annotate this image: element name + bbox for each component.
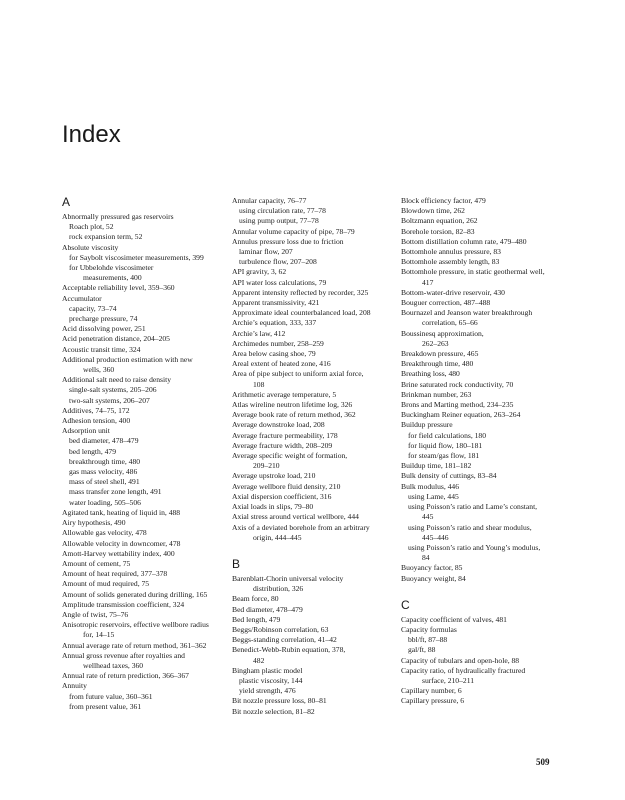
index-subentry: plastic viscosity, 144 bbox=[239, 675, 303, 685]
section-letter: A bbox=[62, 195, 71, 209]
index-entry: Average book rate of return method, 362 bbox=[232, 410, 356, 420]
index-subentry: 262–263 bbox=[422, 338, 449, 348]
index-entry: Annular capacity, 76–77 bbox=[232, 196, 307, 205]
index-entry: Average wellbore fluid density, 210 bbox=[232, 481, 341, 491]
index-subentry: from future value, 360–361 bbox=[69, 691, 153, 701]
section-letter: C bbox=[401, 597, 410, 612]
index-entry: API gravity, 3, 62 bbox=[232, 267, 287, 277]
index-entry: Bed length, 479 bbox=[232, 614, 281, 624]
index-entry: Brine saturated rock conductivity, 70 bbox=[401, 379, 514, 389]
index-entry: Allowable gas velocity, 478 bbox=[62, 528, 147, 538]
index-entry: Bulk modulus, 446 bbox=[401, 481, 460, 491]
index-subentry: using Lame, 445 bbox=[408, 491, 459, 501]
index-entry: Acid penetration distance, 204–205 bbox=[62, 334, 170, 344]
index-entry: Bit nozzle selection, 81–82 bbox=[232, 706, 315, 716]
index-entry: Approximate ideal counterbalanced load, 208 bbox=[232, 308, 371, 318]
index-entry: Area below casing shoe, 79 bbox=[232, 349, 316, 359]
index-entry: Boltzmann equation, 262 bbox=[401, 216, 478, 226]
index-subentry: gal/ft, 88 bbox=[408, 645, 436, 655]
index-entry: Archie’s equation, 333, 337 bbox=[232, 318, 317, 328]
index-entry: Accumulator bbox=[62, 293, 102, 303]
index-entry: Buoyancy factor, 85 bbox=[401, 563, 463, 573]
index-entry: Beam force, 80 bbox=[232, 594, 279, 604]
index-entry: Borehole torsion, 82–83 bbox=[401, 226, 475, 236]
index-entry: Bouguer correction, 487–488 bbox=[401, 298, 491, 308]
index-entry: Blowdown time, 262 bbox=[401, 206, 465, 216]
index-entry: Average downstroke load, 208 bbox=[232, 420, 325, 430]
index-entry: Barenblatt-Chorin universal velocity bbox=[232, 573, 344, 583]
index-subentry: turbulence flow, 207–208 bbox=[239, 257, 317, 267]
index-subentry: using circulation rate, 77–78 bbox=[239, 206, 326, 216]
index-subentry: 417 bbox=[422, 277, 434, 287]
index-entry: Annulus pressure loss due to friction bbox=[232, 236, 344, 246]
index-entry: Breakthrough time, 480 bbox=[401, 359, 474, 369]
index-entry: Buildup pressure bbox=[401, 420, 453, 430]
index-entry: Amount of cement, 75 bbox=[62, 558, 131, 568]
index-subentry: distribution, 326 bbox=[253, 584, 304, 594]
index-column-3 bbox=[401, 196, 573, 707]
index-subentry: wellhead taxes, 360 bbox=[83, 660, 144, 670]
index-subentry: 209–210 bbox=[253, 461, 280, 471]
index-subentry: bbl/ft, 87–88 bbox=[408, 635, 448, 645]
index-entry: Buckingham Reiner equation, 263–264 bbox=[401, 410, 521, 420]
index-entry: Apparent intensity reflected by recorder, 325 bbox=[232, 287, 369, 297]
index-subentry: rock expansion term, 52 bbox=[69, 232, 143, 242]
index-entry: API water loss calculations, 79 bbox=[232, 277, 327, 287]
index-entry: Agitated tank, heating of liquid in, 488 bbox=[62, 507, 181, 517]
index-entry: Amount of solids generated during drilling, 165 bbox=[62, 589, 208, 599]
index-entry: Amount of heat required, 377–378 bbox=[62, 569, 168, 579]
index-subentry: 445 bbox=[422, 512, 434, 522]
index-entry: Average fracture permeability, 178 bbox=[232, 430, 338, 440]
index-subentry: laminar flow, 207 bbox=[239, 247, 293, 257]
index-entry: Bournazel and Jeanson water breakthrough bbox=[401, 308, 533, 318]
index-entry: Axis of a deviated borehole from an arbitrary bbox=[232, 522, 370, 532]
index-entry: Capacity coefficient of valves, 481 bbox=[401, 614, 507, 624]
index-subentry: using Poisson’s ratio and Young’s modulus, bbox=[408, 542, 541, 552]
index-subentry: 445–446 bbox=[422, 532, 449, 542]
index-subentry: measurements, 400 bbox=[83, 273, 142, 283]
index-subentry: for liquid flow, 180–181 bbox=[408, 440, 483, 450]
index-entry: Capacity formulas bbox=[401, 624, 457, 634]
index-entry: Capillary pressure, 6 bbox=[401, 696, 465, 706]
section-letter: B bbox=[232, 556, 241, 571]
index-entry: Anisotropic reservoirs, effective wellbore radius bbox=[62, 620, 209, 630]
index-entry: Buoyancy weight, 84 bbox=[401, 573, 466, 583]
index-subentry: bed length, 479 bbox=[69, 446, 117, 456]
index-entry: Bed diameter, 478–479 bbox=[232, 604, 303, 614]
index-subentry: capacity, 73–74 bbox=[69, 303, 117, 313]
index-entry: Annual average rate of return method, 361–362 bbox=[62, 640, 207, 650]
index-subentry: Roach plot, 52 bbox=[69, 222, 114, 232]
index-subentry: bed diameter, 478–479 bbox=[69, 436, 139, 446]
index-entry: Beggs/Robinson correlation, 63 bbox=[232, 624, 329, 634]
index-subentry: for Ubbelohde viscosimeter bbox=[69, 263, 154, 273]
index-subentry: yield strength, 476 bbox=[239, 686, 296, 696]
index-subentry: origin, 444–445 bbox=[253, 532, 302, 542]
index-subentry: breakthrough time, 480 bbox=[69, 456, 141, 466]
index-entry: Average specific weight of formation, bbox=[232, 451, 348, 461]
index-column-1 bbox=[62, 196, 234, 712]
index-subentry: wells, 360 bbox=[83, 365, 115, 375]
index-entry: Additives, 74–75, 172 bbox=[62, 405, 130, 415]
index-entry: Bottomhole assembly length, 83 bbox=[401, 257, 500, 267]
index-entry: Axial dispersion coefficient, 316 bbox=[232, 491, 332, 501]
index-entry: Arithmetic average temperature, 5 bbox=[232, 389, 337, 399]
index-entry: Abnormally pressured gas reservoirs bbox=[62, 212, 174, 221]
index-subentry: surface, 210–211 bbox=[422, 675, 475, 685]
index-entry: Archie’s law, 412 bbox=[232, 328, 286, 338]
index-entry: Allowable velocity in downcomer, 478 bbox=[62, 538, 181, 548]
index-subentry: gas mass velocity, 486 bbox=[69, 467, 138, 477]
index-entry: Bottom-water-drive reservoir, 430 bbox=[401, 287, 505, 297]
index-subentry: for steam/gas flow, 181 bbox=[408, 451, 480, 461]
index-entry: Capacity ratio, of hydraulically fractured bbox=[401, 665, 526, 675]
index-entry: Bulk density of cuttings, 83–84 bbox=[401, 471, 497, 481]
index-entry: Amount of mud required, 75 bbox=[62, 579, 150, 589]
index-entry: Apparent transmissivity, 421 bbox=[232, 298, 320, 308]
index-entry: Annual rate of return prediction, 366–367 bbox=[62, 671, 189, 681]
index-entry: Axial stress around vertical wellbore, 444 bbox=[232, 512, 359, 522]
index-subentry: using Poisson’s ratio and shear modulus, bbox=[408, 522, 532, 532]
index-entry: Angle of twist, 75–76 bbox=[62, 609, 129, 619]
page-title: Index bbox=[62, 121, 121, 148]
index-subentry: using Poisson’s ratio and Lame’s constant, bbox=[408, 502, 538, 512]
index-entry: Axial loads in slips, 79–80 bbox=[232, 502, 314, 512]
index-entry: Area of pipe subject to uniform axial force, bbox=[232, 369, 364, 379]
index-column-2 bbox=[232, 196, 404, 717]
index-subentry: 482 bbox=[253, 655, 265, 665]
index-entry: Beggs-standing correlation, 41–42 bbox=[232, 635, 337, 645]
index-subentry: mass of steel shell, 491 bbox=[69, 477, 140, 487]
index-entry: Breathing loss, 480 bbox=[401, 369, 460, 379]
index-entry: Block efficiency factor, 479 bbox=[401, 196, 486, 205]
index-entry: Breakdown pressure, 465 bbox=[401, 349, 479, 359]
index-subentry: 84 bbox=[422, 553, 430, 563]
index-entry: Average fracture width, 208–209 bbox=[232, 440, 333, 450]
index-entry: Bottomhole annulus pressure, 83 bbox=[401, 247, 501, 257]
index-entry: Bit nozzle pressure loss, 80–81 bbox=[232, 696, 327, 706]
page-number: 509 bbox=[536, 757, 550, 767]
index-entry: Bingham plastic model bbox=[232, 665, 303, 675]
index-entry: Capacity of tubulars and open-hole, 88 bbox=[401, 655, 520, 665]
index-entry: Boussinesq approximation, bbox=[401, 328, 484, 338]
index-entry: Additional production estimation with new bbox=[62, 354, 193, 364]
index-subentry: for Saybolt viscosimeter measurements, 399 bbox=[69, 252, 204, 262]
index-entry: Buildup time, 181–182 bbox=[401, 461, 472, 471]
index-entry: Amplitude transmission coefficient, 324 bbox=[62, 599, 185, 609]
index-subentry: single-salt systems, 205–206 bbox=[69, 385, 157, 395]
index-entry: Brons and Marting method, 234–235 bbox=[401, 400, 514, 410]
index-subentry: for, 14–15 bbox=[83, 630, 115, 640]
index-entry: Archimedes number, 258–259 bbox=[232, 338, 324, 348]
index-subentry: for field calculations, 180 bbox=[408, 430, 487, 440]
index-entry: Airy hypothesis, 490 bbox=[62, 518, 126, 528]
index-entry: Bottomhole pressure, in static geothermal well, bbox=[401, 267, 545, 277]
index-subentry: 108 bbox=[253, 379, 265, 389]
index-entry: Adsorption unit bbox=[62, 426, 110, 436]
index-entry: Amott-Harvey wettability index, 400 bbox=[62, 548, 175, 558]
index-entry: Bottom distillation column rate, 479–480 bbox=[401, 236, 527, 246]
index-entry: Absolute viscosity bbox=[62, 242, 119, 252]
index-entry: Acoustic transit time, 324 bbox=[62, 344, 141, 354]
index-entry: Additional salt need to raise density bbox=[62, 375, 172, 385]
index-subentry: mass transfer zone length, 491 bbox=[69, 487, 162, 497]
index-entry: Benedict-Webb-Rubin equation, 378, bbox=[232, 645, 346, 655]
index-entry: Average upstroke load, 210 bbox=[232, 471, 316, 481]
index-subentry: from present value, 361 bbox=[69, 701, 142, 711]
index-entry: Atlas wireline neutron lifetime log, 326 bbox=[232, 400, 353, 410]
index-entry: Adhesion tension, 400 bbox=[62, 416, 131, 426]
index-entry: Annual gross revenue after royalties and bbox=[62, 650, 185, 660]
index-subentry: water loading, 505–506 bbox=[69, 497, 141, 507]
index-entry: Capillary number, 6 bbox=[401, 686, 462, 696]
index-entry: Acid dissolving power, 251 bbox=[62, 324, 146, 334]
index-entry: Acceptable reliability level, 359–360 bbox=[62, 283, 175, 293]
index-entry: Annuity bbox=[62, 681, 87, 691]
index-entry: Areal extent of heated zone, 416 bbox=[232, 359, 331, 369]
index-entry: Annular volume capacity of pipe, 78–79 bbox=[232, 226, 355, 236]
index-entry: Brinkman number, 263 bbox=[401, 389, 472, 399]
index-subentry: correlation, 65–66 bbox=[422, 318, 478, 328]
index-subentry: using pump output, 77–78 bbox=[239, 216, 319, 226]
index-subentry: two-salt systems, 206–207 bbox=[69, 395, 150, 405]
index-subentry: precharge pressure, 74 bbox=[69, 314, 138, 324]
